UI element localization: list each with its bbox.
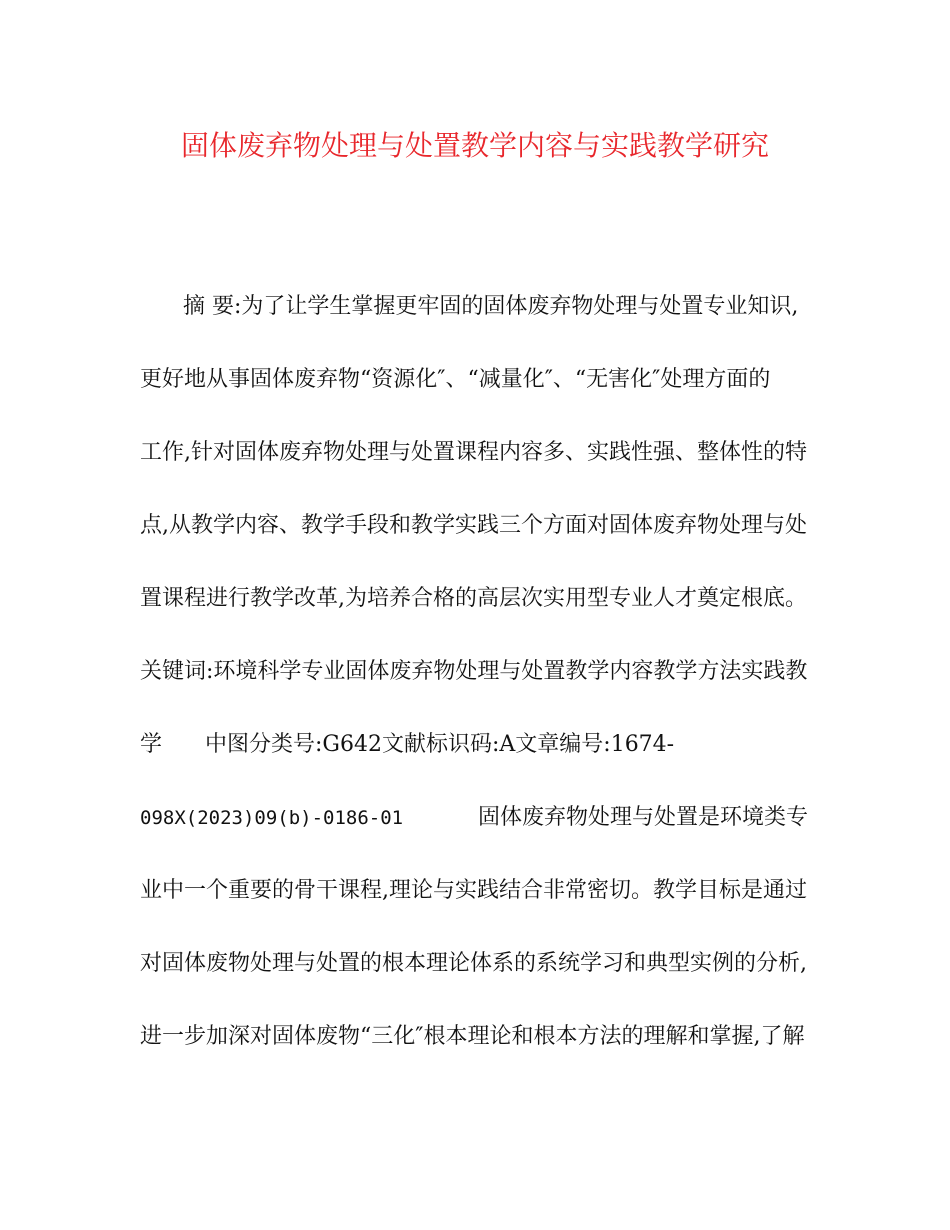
abstract-line-1: 摘 要:为了让学生掌握更牢固的固体废弃物处理与处置专业知识, [183, 294, 799, 319]
abstract-line-3: 工作,针对固体废弃物处理与处置课程内容多、实践性强、整体性的特 [140, 440, 807, 465]
body-line-1: 固体废弃物处理与处置是环境类专 [478, 805, 809, 830]
page-title: 固体废弃物处理与处置教学内容与实践教学研究 [180, 129, 769, 162]
abstract-line-5: 置课程进行教学改革,为培养合格的高层次实用型专业人才奠定根底。 [140, 586, 807, 611]
keywords-line-end: 学 [140, 732, 163, 757]
body-line-3: 对固体废物处理与处置的根本理论体系的系统学习和典型实例的分析, [140, 951, 807, 976]
body-line-2: 业中一个重要的骨干课程,理论与实践结合非常密切。教学目标是通过 [140, 878, 807, 903]
abstract-line-4: 点,从教学内容、教学手段和教学实践三个方面对固体废弃物处理与处 [140, 513, 807, 538]
classification-line: 中图分类号:G642文献标识码:A文章编号:1674- [205, 732, 675, 757]
keywords-line: 关键词:环境科学专业固体废弃物处理与处置教学内容教学方法实践教 [140, 659, 808, 684]
abstract-line-2: 更好地从事固体废弃物“资源化″、“减量化″、“无害化″处理方面的 [140, 367, 771, 392]
body-line-4: 进一步加深对固体废物“三化″根本理论和根本方法的理解和掌握,了解 [140, 1024, 805, 1049]
article-number-line: 098X(2023)09(b)-0186-01 [140, 807, 404, 829]
